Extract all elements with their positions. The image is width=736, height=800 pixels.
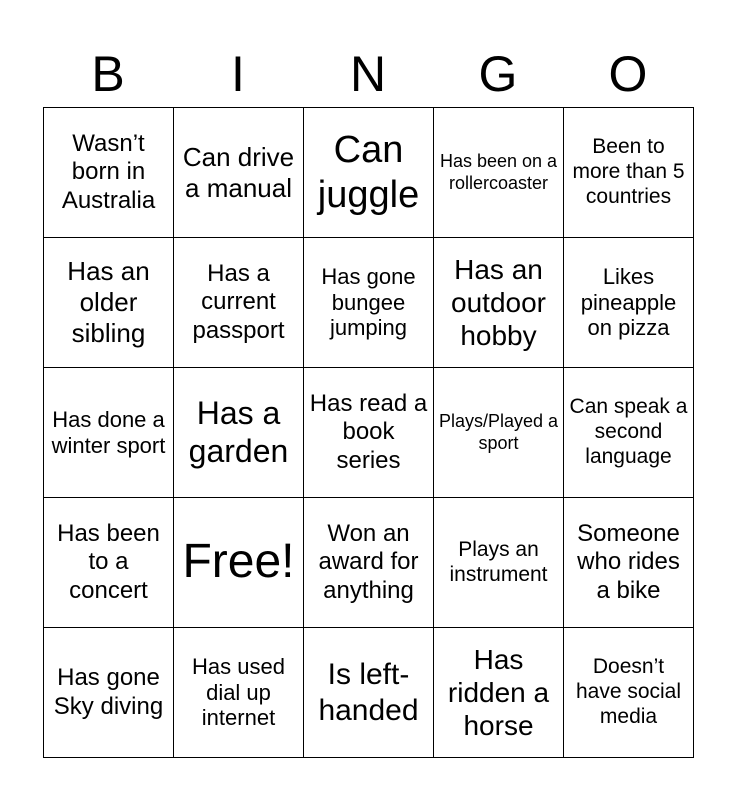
bingo-cell[interactable]: Has gone Sky diving: [44, 628, 174, 758]
bingo-cell[interactable]: Has ridden a horse: [434, 628, 564, 758]
bingo-cell[interactable]: Won an award for anything: [304, 498, 434, 628]
header-letter-n: N: [349, 46, 387, 102]
header-letter-o: O: [608, 46, 648, 102]
bingo-cell[interactable]: Plays/Played a sport: [434, 368, 564, 498]
bingo-cell[interactable]: Likes pineapple on pizza: [564, 238, 694, 368]
board-row-3: [44, 368, 694, 498]
bingo-cell[interactable]: Has used dial up internet: [174, 628, 304, 758]
header-letter-b: B: [91, 46, 125, 102]
free-space-cell[interactable]: Free!: [174, 498, 304, 628]
bingo-cell[interactable]: Has an outdoor hobby: [434, 238, 564, 368]
bingo-cell[interactable]: Is left-handed: [304, 628, 434, 758]
bingo-cell[interactable]: Been to more than 5 countries: [564, 108, 694, 238]
bingo-cell[interactable]: Has read a book series: [304, 368, 434, 498]
board-row-4: [44, 498, 694, 628]
header-letter-g: G: [478, 46, 518, 102]
bingo-cell[interactable]: Someone who rides a bike: [564, 498, 694, 628]
bingo-cell[interactable]: Can juggle: [304, 108, 434, 238]
bingo-cell[interactable]: Plays an instrument: [434, 498, 564, 628]
bingo-header: [43, 40, 693, 108]
bingo-cell[interactable]: Wasn’t born in Australia: [44, 108, 174, 238]
bingo-cell[interactable]: Has gone bungee jumping: [304, 238, 434, 368]
bingo-cell[interactable]: Can drive a manual: [174, 108, 304, 238]
bingo-board: [43, 107, 694, 758]
bingo-cell[interactable]: Doesn’t have social media: [564, 628, 694, 758]
bingo-cell[interactable]: Can speak a second language: [564, 368, 694, 498]
bingo-cell[interactable]: Has done a winter sport: [44, 368, 174, 498]
header-letter-i: I: [231, 46, 245, 102]
bingo-cell[interactable]: Has been on a rollercoaster: [434, 108, 564, 238]
board-row-5: [44, 628, 694, 758]
board-row-1: [44, 108, 694, 238]
bingo-cell[interactable]: Has been to a concert: [44, 498, 174, 628]
bingo-cell[interactable]: Has a current passport: [174, 238, 304, 368]
bingo-cell[interactable]: Has an older sibling: [44, 238, 174, 368]
bingo-cell[interactable]: Has a garden: [174, 368, 304, 498]
board-row-2: [44, 238, 694, 368]
